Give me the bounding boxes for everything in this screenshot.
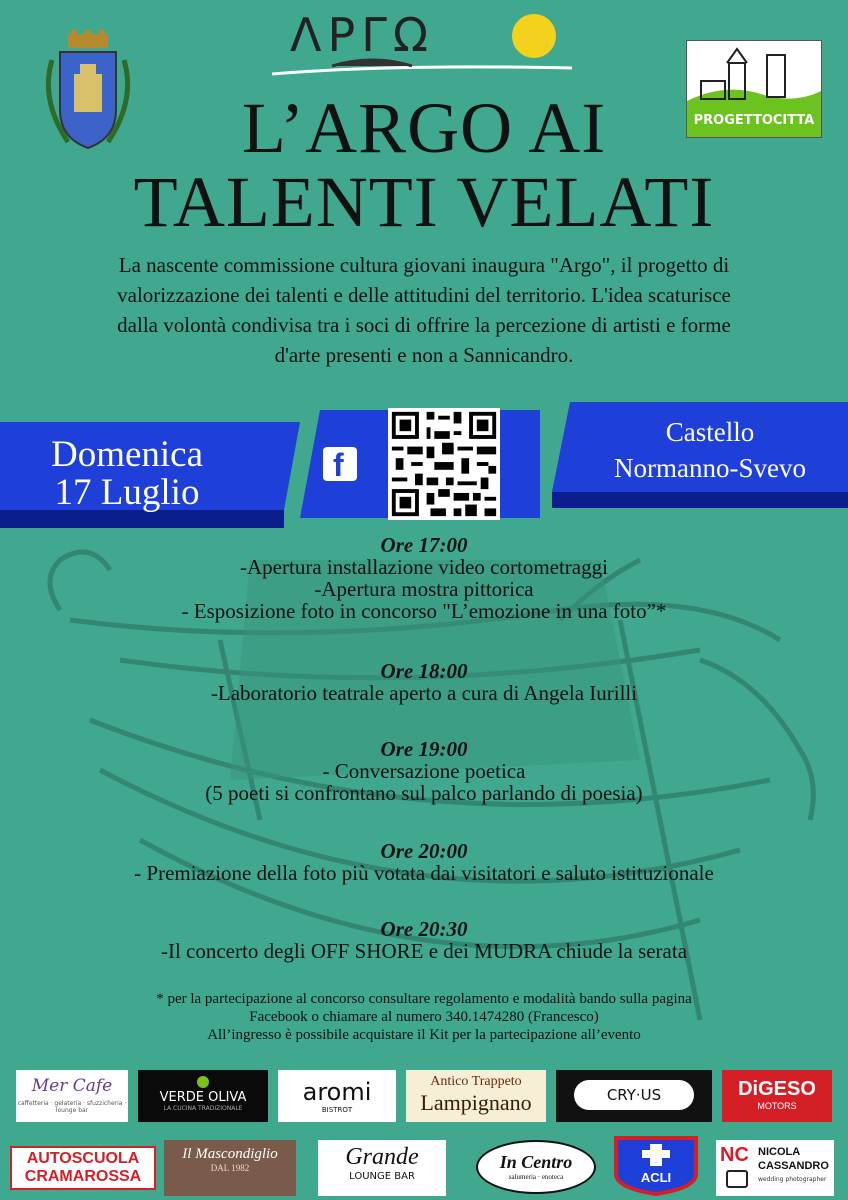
sponsor-name: CRY·US [574, 1080, 694, 1110]
intro-line: valorizzazione dei talenti e delle attitudini del territorio. L'idea scaturisce [117, 283, 731, 307]
sponsor-name: AUTOSCUOLA [26, 1150, 140, 1167]
in-centro-badge [476, 1140, 596, 1194]
sponsor-name: Lampignano [420, 1090, 532, 1115]
schedule-block [0, 660, 848, 704]
schedule-line: - Premiazione della foto più votata dai visitatori e saluto istituzionale [134, 861, 714, 885]
schedule-block [0, 918, 848, 962]
sponsor-name: DiGESO [738, 1078, 816, 1100]
sponsor-digeso-motors [722, 1070, 832, 1122]
sponsor-sub: DAL 1982 [210, 1163, 250, 1173]
schedule-line: -Apertura installazione video cortometraggi [240, 555, 608, 579]
schedule-time: Ore 20:00 [380, 839, 468, 863]
sponsor-cryus [556, 1070, 712, 1122]
intro-line: dalla volontà condivisa tra i soci di offrire la percezione di artisti e forme [117, 313, 731, 337]
sponsor-name: Mer Cafe [31, 1076, 113, 1096]
title-line-1: L’ARGO AI [241, 88, 607, 168]
venue-line-1: Castello [665, 417, 755, 447]
sponsor-name: Grande [345, 1144, 419, 1170]
intro-line: d'arte presenti e non a Sannicandro. [274, 343, 574, 367]
footnote-line: All’ingresso è possibile acquistare il Kit per la partecipazione all’evento [207, 1027, 641, 1043]
footnote-line: Facebook o chiamare al numero 340.1474280 (Francesco) [249, 1009, 599, 1025]
sponsor-mascondiglio [164, 1140, 296, 1196]
sponsor-sub: wedding photographer [758, 1176, 827, 1183]
venue-line-2: Normanno-Svevo [614, 453, 806, 483]
sponsor-sub: LA CUCINA TRADIZIONALE [163, 1105, 243, 1112]
sponsor-name: CRAMAROSSA [24, 1168, 142, 1185]
schedule-line: -Laboratorio teatrale aperto a cura di Angela Iurilli [210, 681, 638, 705]
sponsor-sub: salumeria · enoteca [508, 1173, 564, 1181]
schedule-line: -Apertura mostra pittorica [314, 577, 534, 601]
sponsor-in-centro [474, 1140, 598, 1196]
acli-emblem-icon [612, 1134, 700, 1196]
sponsor-name: CASSANDRO [758, 1160, 829, 1172]
schedule-time: Ore 19:00 [380, 737, 468, 761]
event-day: Domenica [50, 434, 204, 475]
schedule-time: Ore 17:00 [380, 533, 468, 557]
sponsor-name: ACLI [640, 1170, 672, 1185]
qr-code[interactable] [388, 408, 500, 520]
sponsor-verde-oliva [138, 1070, 268, 1122]
sponsor-name: Antico Trappeto [430, 1074, 522, 1089]
sponsor-sub: LOUNGE BAR [349, 1171, 415, 1182]
intro-line: La nascente commissione cultura giovani inaugura "Argo", il progetto di [118, 253, 730, 277]
facebook-glyph: f [333, 447, 344, 483]
schedule-block [0, 738, 848, 804]
schedule-line: - Conversazione poetica [322, 759, 526, 783]
sponsor-sub: MOTORS [757, 1101, 797, 1111]
sponsor-sub: BISTROT [321, 1106, 353, 1114]
olive-icon [197, 1076, 209, 1088]
sponsor-name: VERDE OLIVA [159, 1090, 247, 1105]
schedule-line: -Il concerto degli OFF SHORE e dei MUDRA chiude la serata [160, 939, 688, 963]
sponsor-acli [612, 1134, 700, 1196]
progetto-citta-text: PROGETTOCITTA [693, 113, 815, 128]
argo-logo [272, 8, 572, 80]
sponsor-autoscuola-cramarossa [10, 1146, 156, 1190]
sponsor-grande-lounge-bar [318, 1140, 446, 1196]
facebook-icon[interactable] [323, 447, 357, 481]
sponsor-name: aromi [302, 1078, 372, 1106]
schedule-line: (5 poeti si confrontano sul palco parlando di poesia) [205, 781, 643, 805]
title-line-2: TALENTI VELATI [133, 162, 715, 242]
event-date-value: 17 Luglio [54, 472, 200, 513]
schedule-line: - Esposizione foto in concorso "L’emozione in una foto”* [181, 599, 667, 623]
sponsor-antico-trappeto [406, 1070, 546, 1122]
schedule-time: Ore 18:00 [380, 659, 468, 683]
sponsor-name: Il Mascondiglio [182, 1146, 278, 1162]
argo-logo-text: ΛPΓΩ [290, 8, 434, 62]
photographer-mark: NC [720, 1144, 749, 1166]
footnote-line: * per la partecipazione al concorso consultare regolamento e modalità bando sulla pagina [156, 991, 692, 1007]
sponsor-aromi [278, 1070, 396, 1122]
footnote [0, 990, 848, 1044]
camera-icon [726, 1170, 748, 1188]
schedule-time: Ore 20:30 [380, 917, 468, 941]
sponsor-nicola-cassandro [716, 1140, 834, 1196]
sponsor-name: In Centro [499, 1152, 573, 1172]
intro-paragraph [10, 250, 838, 370]
sponsor-merci-cafe [16, 1070, 128, 1122]
schedule-block [0, 534, 848, 622]
schedule-block [0, 840, 848, 884]
event-venue [570, 414, 848, 486]
sponsor-name: NICOLA [758, 1146, 801, 1158]
event-date [12, 436, 242, 512]
sponsor-sub: caffetteria · gelateria · sfuzzicheria · lounge bar [17, 1100, 127, 1114]
